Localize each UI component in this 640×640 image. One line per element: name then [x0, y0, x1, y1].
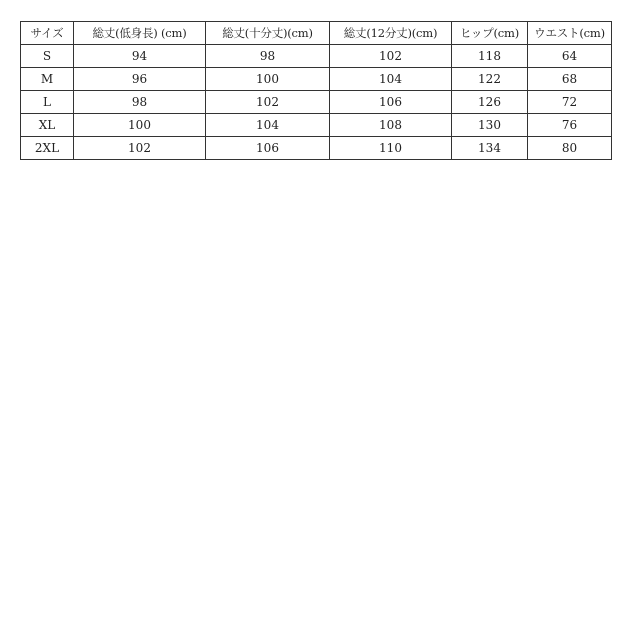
header-length-12: 総丈(12分丈)(cm): [330, 22, 452, 45]
table-cell: 76: [528, 114, 612, 137]
table-header-row: [21, 22, 612, 45]
table-cell: 72: [528, 91, 612, 114]
table-cell: 94: [74, 45, 206, 68]
table-cell: 134: [452, 137, 528, 160]
size-chart-table: [20, 21, 612, 160]
header-length-full: 総丈(十分丈)(cm): [206, 22, 330, 45]
table-cell: 104: [330, 68, 452, 91]
table-cell: XL: [21, 114, 74, 137]
header-length-short: 総丈(低身長) (cm): [74, 22, 206, 45]
table-cell: 80: [528, 137, 612, 160]
table-cell: 102: [74, 137, 206, 160]
table-cell: 122: [452, 68, 528, 91]
table-cell: M: [21, 68, 74, 91]
table-cell: 118: [452, 45, 528, 68]
table-cell: 98: [74, 91, 206, 114]
table-cell: 108: [330, 114, 452, 137]
table-row: [21, 114, 612, 137]
table-row: [21, 91, 612, 114]
table-row: [21, 137, 612, 160]
table-cell: 96: [74, 68, 206, 91]
table-cell: L: [21, 91, 74, 114]
table-cell: 64: [528, 45, 612, 68]
table-cell: 2XL: [21, 137, 74, 160]
table-cell: 106: [330, 91, 452, 114]
table-cell: 102: [330, 45, 452, 68]
table-cell: 110: [330, 137, 452, 160]
table-row: [21, 68, 612, 91]
table-cell: S: [21, 45, 74, 68]
table-cell: 68: [528, 68, 612, 91]
table-row: [21, 45, 612, 68]
table-cell: 100: [74, 114, 206, 137]
header-hip: ヒップ(cm): [452, 22, 528, 45]
table-cell: 100: [206, 68, 330, 91]
table-cell: 130: [452, 114, 528, 137]
table-cell: 102: [206, 91, 330, 114]
table-cell: 126: [452, 91, 528, 114]
table-cell: 98: [206, 45, 330, 68]
table-cell: 106: [206, 137, 330, 160]
table-cell: 104: [206, 114, 330, 137]
header-size: サイズ: [21, 22, 74, 45]
header-waist: ウエスト(cm): [528, 22, 612, 45]
